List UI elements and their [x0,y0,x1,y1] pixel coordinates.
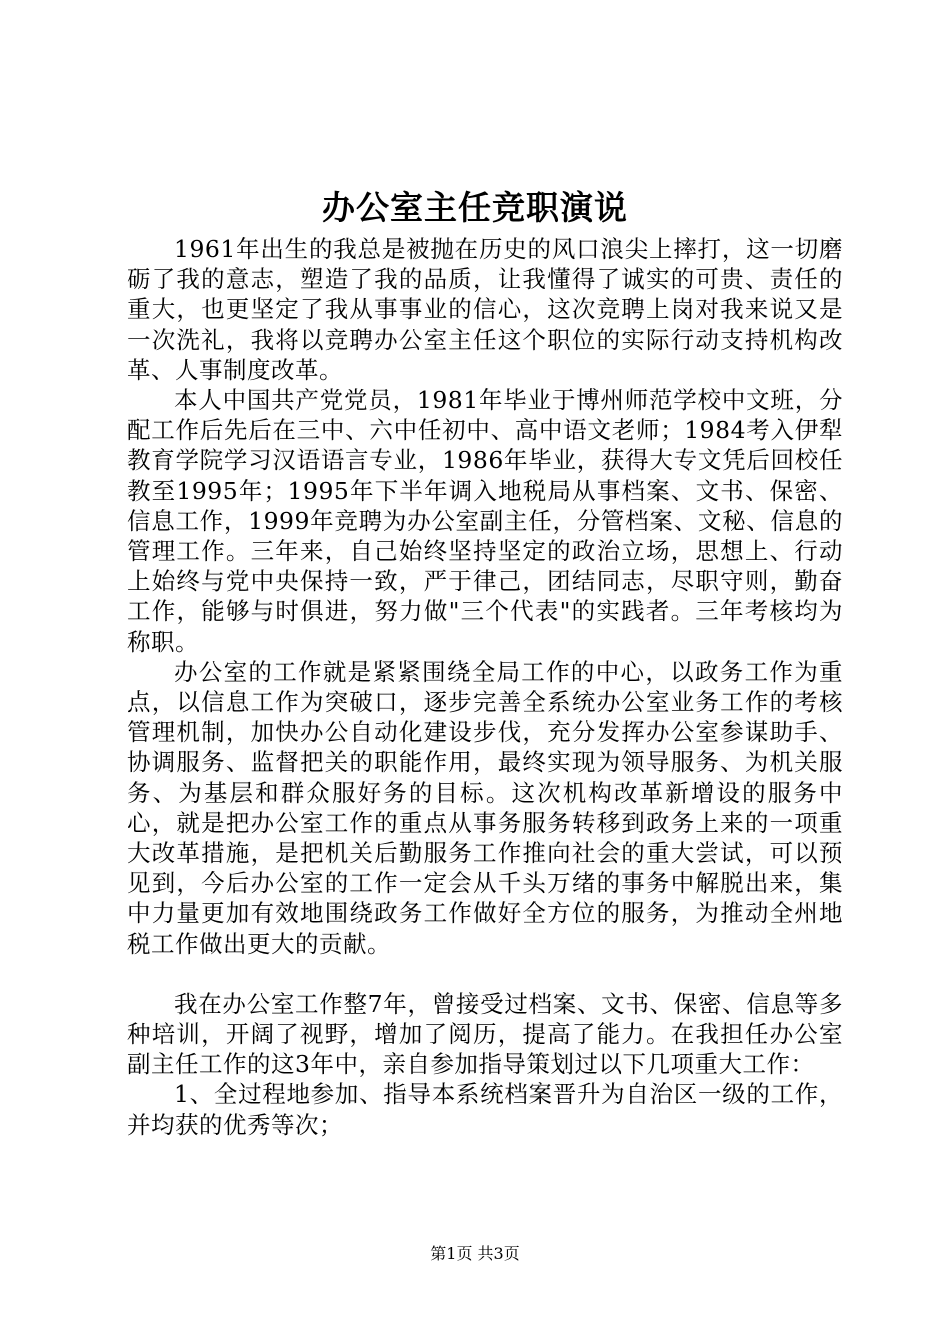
paragraph-list-item-1: 1、全过程地参加、指导本系统档案晋升为自治区一级的工作，并均获的优秀等次； [127,1080,843,1139]
paragraph-experience: 我在办公室工作整7年，曾接受过档案、文书、保密、信息等多种培训，开阔了视野，增加了阅历，提高了能力。在我担任办公室副主任工作的这3年中，亲自参加指导策划过以下几项重大工作： [127,989,843,1079]
document-title: 办公室主任竞职演说 [322,188,628,227]
document-body [127,234,843,1140]
page-number-footer: 第1页 共3页 [430,1244,520,1263]
paragraph-intro: 1961年出生的我总是被抛在历史的风口浪尖上摔打，这一切磨砺了我的意志，塑造了我的品质，让我懂得了诚实的可贵、责任的重大，也更坚定了我从事事业的信心，这次竞聘上岗对我来说又是一次洗礼，我将以竞聘办公室主任这个职位的实际行动支持机构改革、人事制度改革。 [127,235,843,384]
paragraph-background: 本人中国共产党党员，1981年毕业于博州师范学校中文班，分配工作后先后在三中、六中任初中、高中语文老师；1984考入伊犁教育学院学习汉语语言专业，1986年毕业，获得大专文凭后回校任教至1995年；1995年下半年调入地税局从事档案、文书、保密、信息工作，1999年竞聘为办公室副主任，分管档案、文秘、信息的管理工作。三年来，自己始终坚持坚定的政治立场，思想上、行动上始终与党中央保持一致，严于律己，团结同志，尽职守则，勤奋工作，能够与时俱进，努力做"三个代表"的实践者。三年考核均为称职。 [127,386,843,656]
paragraph-office-work: 办公室的工作就是紧紧围绕全局工作的中心，以政务工作为重点，以信息工作为突破口，逐步完善全系统办公室业务工作的考核管理机制，加快办公自动化建设步伐，充分发挥办公室参谋助手、协调服务、监督把关的职能作用，最终实现为领导服务、为机关服务、为基层和群众服好务的目标。这次机构改革新增设的服务中心，就是把办公室工作的重点从事务服务转移到政务上来的一项重大改革措施，是把机关后勤服务工作推向社会的重大尝试，可以预见到，今后办公室的工作一定会从千头万绪的事务中解脱出来，集中力量更加有效地围绕政务工作做好全方位的服务，为推动全州地税工作做出更大的贡献。 [127,657,843,958]
